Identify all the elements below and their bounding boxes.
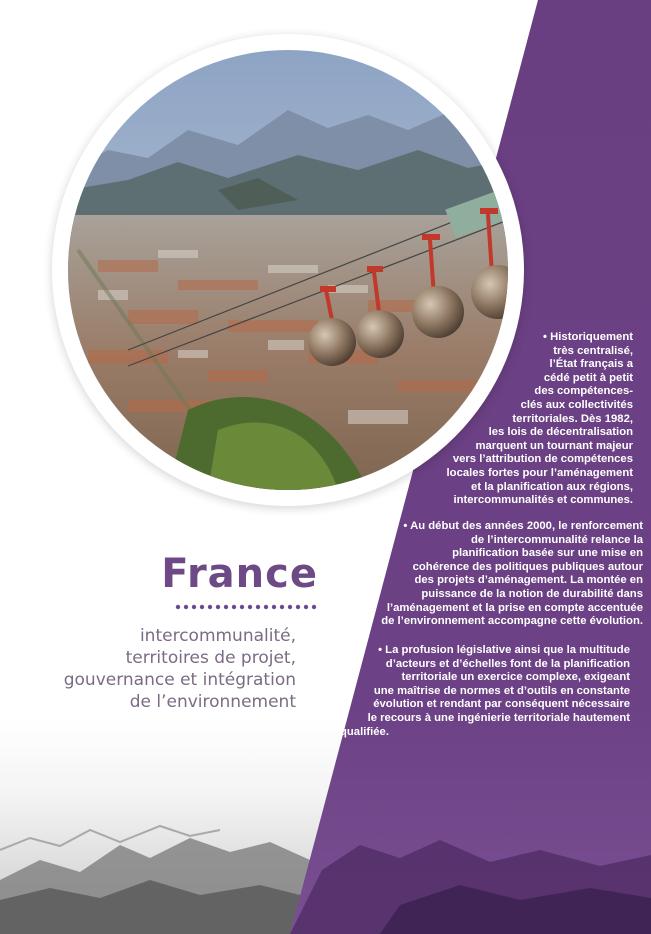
- paragraph-legislation: [340, 644, 630, 739]
- paragraph-line: et la planification aux régions,: [471, 480, 633, 493]
- subtitle-line: intercommunalité,: [139, 626, 296, 646]
- paragraph-line: locales fortes pour l’aménagement: [446, 466, 633, 479]
- paragraph-line: les lois de décentralisation: [488, 426, 633, 439]
- paragraph-line: très centralisé,: [553, 344, 633, 357]
- paragraph-line: marquent un tournant majeur: [475, 439, 633, 452]
- subtitle-line: de l’environnement: [129, 692, 296, 712]
- paragraph-line: des compétences-: [534, 385, 633, 398]
- paragraph-line: vers l’attribution de compétences: [452, 453, 633, 466]
- paragraph-line: le recours à une ingénierie territoriale hautement: [367, 711, 630, 724]
- paragraph-line: des projets d’aménagement. La montée en: [414, 574, 643, 587]
- paragraph-history: [373, 331, 633, 508]
- paragraph-line: de l’intercommunalité relance la: [470, 533, 643, 546]
- paragraph-line: l’État français a: [549, 358, 633, 371]
- paragraph-line: • Historiquement: [543, 331, 633, 343]
- paragraph-2000s: [373, 520, 643, 629]
- paragraph-line: puissance de la notion de durabilité dans: [421, 587, 643, 600]
- paragraph-line: l’aménagement et la prise en compte accentuée: [386, 601, 643, 614]
- paragraph-line: planification basée sur une mise en: [452, 547, 643, 560]
- dotted-divider: [175, 603, 319, 611]
- paragraph-line: intercommunalités et communes.: [453, 494, 633, 507]
- paragraph-line: territoriales. Dès 1982,: [512, 412, 633, 425]
- paragraph-line: • Au début des années 2000, le renforcement: [403, 520, 643, 532]
- paragraph-line: évolution et rendant par conséquent nécessaire: [373, 698, 630, 711]
- subtitle: [0, 625, 296, 713]
- paragraph-line: une maîtrise de normes et d’outils en constante: [373, 684, 630, 697]
- page-title: France: [161, 551, 318, 597]
- paragraph-line: clés aux collectivités: [520, 398, 633, 411]
- paragraph-line: cohérence des politiques publiques autour: [412, 560, 643, 573]
- paragraph-line: cédé petit à petit: [543, 371, 633, 384]
- paragraph-line: de l’environnement accompagne cette évolution.: [381, 615, 643, 628]
- paragraph-line: qualifiée.: [340, 725, 389, 738]
- subtitle-line: gouvernance et intégration: [63, 670, 296, 690]
- paragraph-line: d’acteurs et d’échelles font de la planification: [385, 657, 630, 670]
- subtitle-line: territoires de projet,: [125, 648, 296, 668]
- paragraph-line: • La profusion législative ainsi que la multitude: [378, 644, 630, 656]
- paragraph-line: territoriale un exercice complexe, exigeant: [401, 671, 630, 684]
